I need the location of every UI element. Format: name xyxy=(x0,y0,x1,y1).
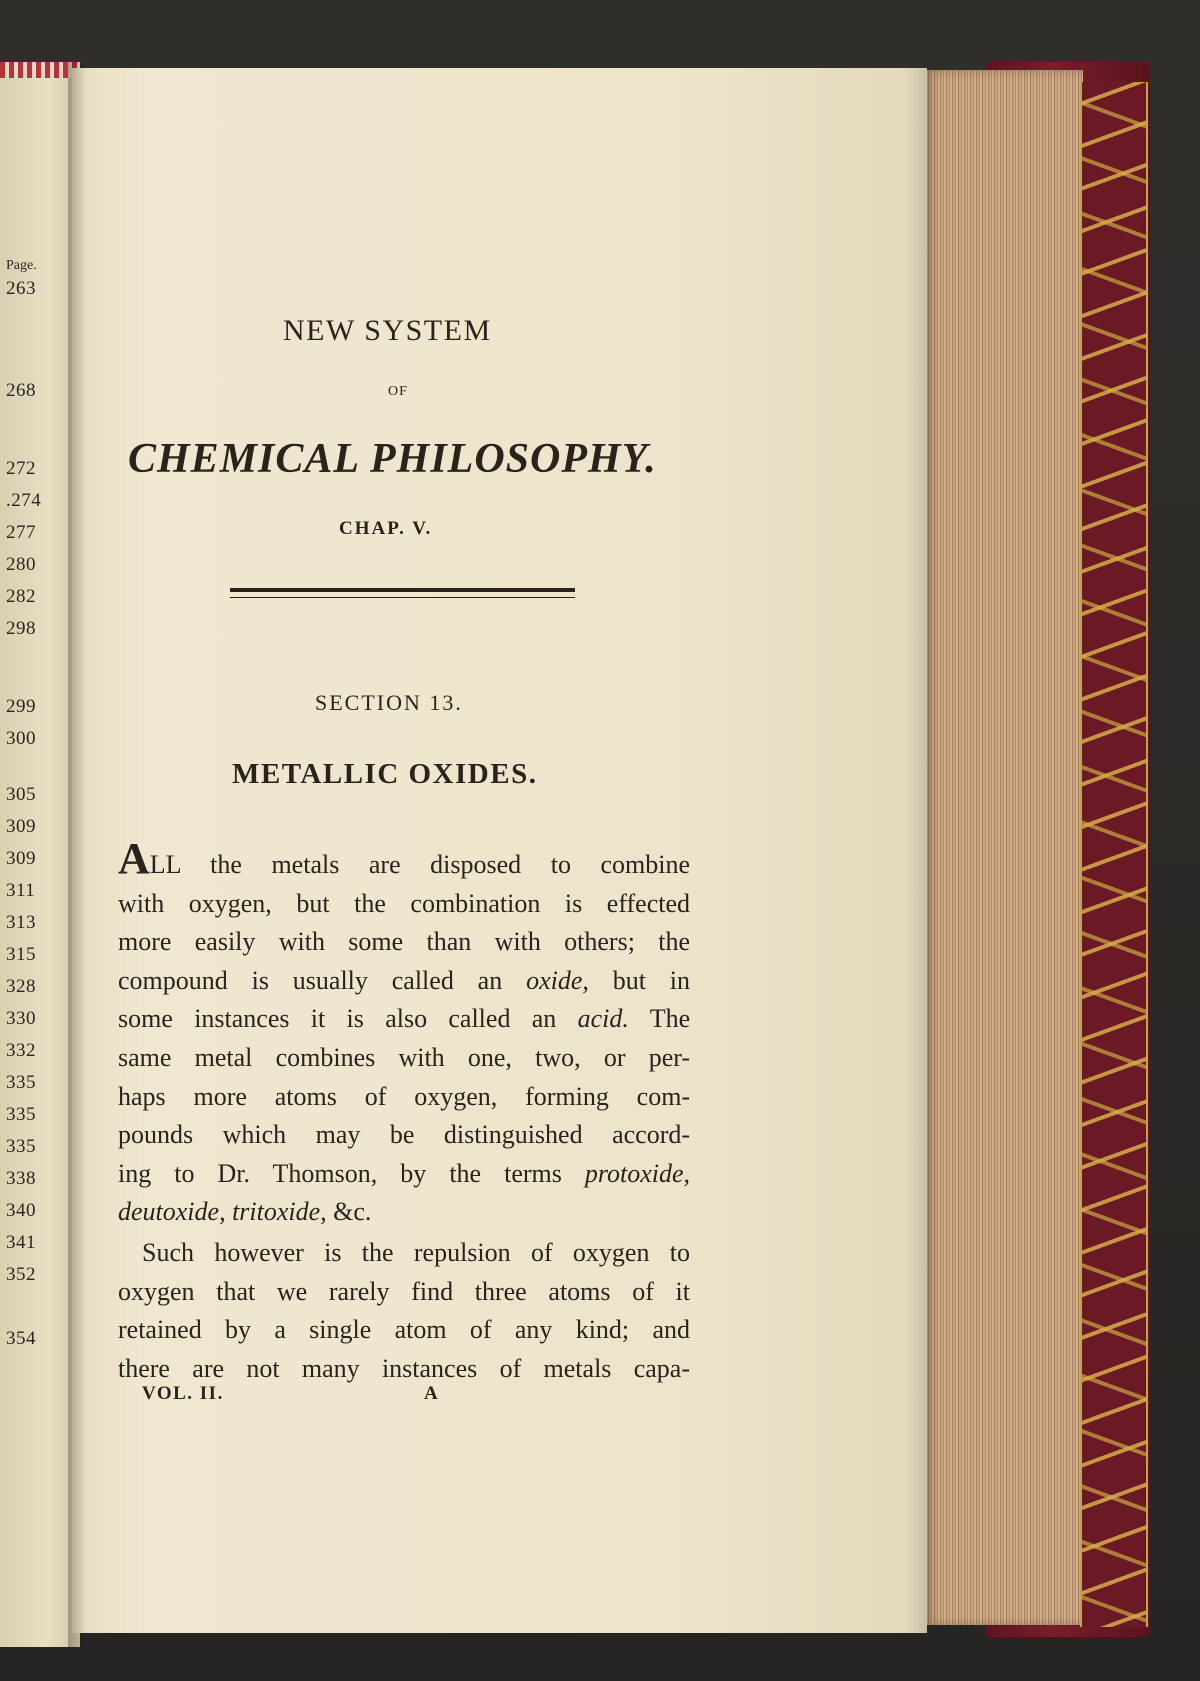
section-heading: SECTION 13. xyxy=(315,690,463,715)
body-line: compound is usually called an oxide, but in xyxy=(118,965,691,995)
toc-page-number: 315 xyxy=(6,944,36,965)
body-line: more easily with some than with others; the xyxy=(118,927,691,957)
toc-page-number: 280 xyxy=(6,554,36,575)
toc-page-number: 313 xyxy=(6,912,36,933)
toc-page-number: .274 xyxy=(6,490,42,511)
toc-page-number: 335 xyxy=(6,1072,36,1093)
toc-page-number: 335 xyxy=(6,1104,36,1125)
title-of: OF xyxy=(388,384,408,399)
toc-page-number: 341 xyxy=(6,1232,36,1253)
gilt-border-ornament xyxy=(1080,82,1148,1627)
toc-page-label: Page. xyxy=(6,258,37,273)
toc-page-number: 354 xyxy=(6,1328,36,1349)
body-line: retained by a single atom of any kind; and xyxy=(118,1315,690,1345)
body-line xyxy=(118,834,691,883)
footer-signature: A xyxy=(424,1383,438,1404)
toc-page-number: 263 xyxy=(6,278,36,299)
page-shadow xyxy=(905,68,927,1633)
body-line: oxygen that we rarely find three atoms of it xyxy=(118,1276,690,1306)
book-fore-edge xyxy=(923,70,1083,1625)
body-line: there are not many instances of metals capa- xyxy=(118,1353,690,1383)
body-line: some instances it is also called an acid. The xyxy=(118,1004,691,1034)
toc-page-number: 335 xyxy=(6,1136,36,1157)
body-line: with oxygen, but the combination is effected xyxy=(118,888,691,918)
toc-page-number: 328 xyxy=(6,976,36,997)
chapter-heading: CHAP. V. xyxy=(339,518,433,539)
title-chemical-philosophy: CHEMICAL PHILOSOPHY. xyxy=(128,436,657,482)
toc-page-number: 309 xyxy=(6,816,36,837)
body-line: same metal combines with one, two, or per- xyxy=(118,1043,691,1072)
footer-volume: VOL. II. xyxy=(142,1383,224,1404)
toc-page-number: 309 xyxy=(6,848,36,869)
toc-page-number: 352 xyxy=(6,1264,36,1285)
toc-page-number: 311 xyxy=(6,880,36,901)
toc-page-number: 272 xyxy=(6,458,36,479)
drop-cap: A xyxy=(118,834,150,883)
toc-page-number: 330 xyxy=(6,1008,36,1029)
toc-page-number: 277 xyxy=(6,522,36,543)
toc-page-number: 332 xyxy=(6,1040,36,1061)
body-line-text: LL the metals are disposed to combine xyxy=(149,850,691,879)
body-line: deutoxide, tritoxide, &c. xyxy=(118,1197,372,1227)
title-new-system: NEW SYSTEM xyxy=(283,314,492,347)
toc-page-number: 338 xyxy=(6,1168,36,1189)
section-title: METALLIC OXIDES. xyxy=(232,758,538,790)
title-rule xyxy=(230,588,575,598)
toc-page-number: 340 xyxy=(6,1200,36,1221)
gutter-shadow xyxy=(68,62,86,1647)
toc-page-number: 300 xyxy=(6,728,36,749)
toc-page-number: 305 xyxy=(6,784,36,805)
toc-page-number: 298 xyxy=(6,618,36,639)
toc-page-number: 299 xyxy=(6,696,36,717)
body-line: ing to Dr. Thomson, by the terms protoxide, xyxy=(118,1158,691,1188)
toc-page-number: 282 xyxy=(6,586,36,607)
body-line: pounds which may be distinguished accord- xyxy=(118,1120,691,1150)
body-line: haps more atoms of oxygen, forming com- xyxy=(118,1081,691,1111)
toc-page-number: 268 xyxy=(6,380,36,401)
body-line: Such however is the repulsion of oxygen to xyxy=(142,1238,690,1267)
